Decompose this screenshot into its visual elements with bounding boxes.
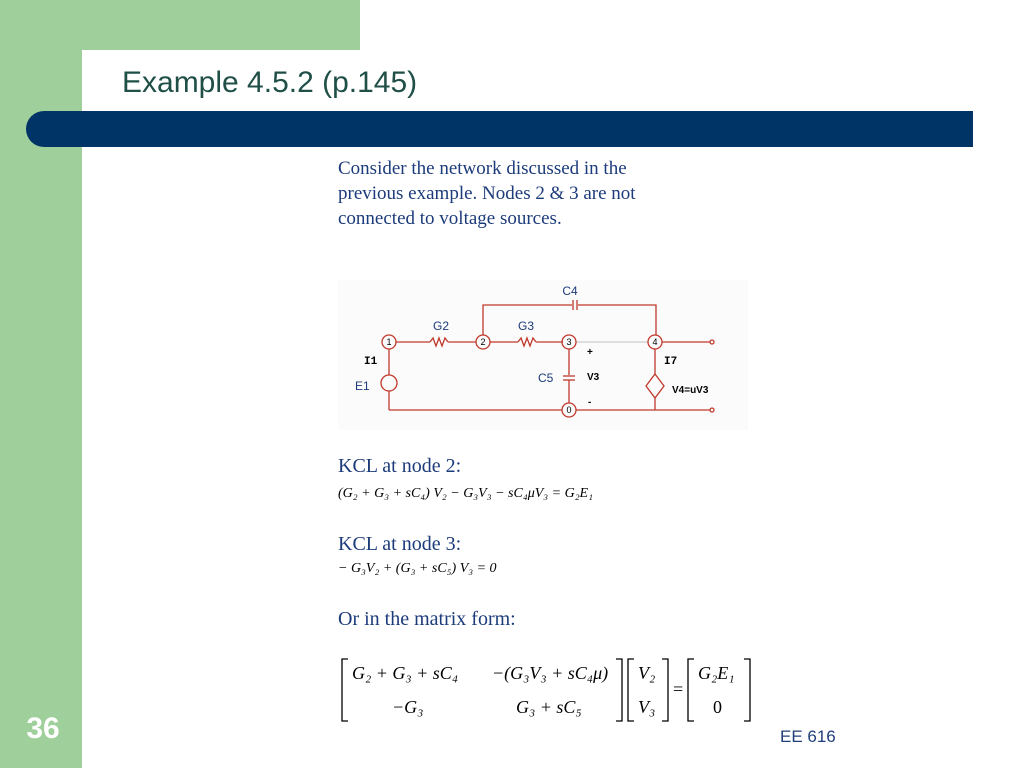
kcl2-heading: KCL at node 2:	[338, 455, 462, 477]
matrix-a22: G₃ + sC₅	[516, 697, 582, 717]
v3-label: V3	[587, 372, 600, 383]
node-2-label: 2	[480, 337, 486, 347]
matrix-equals: =	[673, 679, 684, 699]
c5-label: C5	[538, 371, 554, 385]
g2-label: G2	[433, 319, 450, 333]
circuit-diagram	[338, 280, 748, 430]
e1-source	[381, 375, 397, 391]
matrix-equation	[340, 655, 760, 725]
intro-text	[338, 156, 718, 231]
matrix-x1: V₂	[638, 663, 656, 683]
v3-minus: -	[588, 397, 592, 408]
intro-line-1: Consider the network discussed in the	[338, 158, 627, 179]
g3-label: G3	[518, 319, 535, 333]
e1-label: E1	[355, 379, 370, 393]
intro-line-2: previous example. Nodes 2 & 3 are not	[338, 183, 636, 204]
c4-label: C4	[562, 284, 578, 298]
matrix-a12: −(G₃V₃ + sC₄μ)	[492, 663, 609, 683]
node-4-label: 4	[652, 337, 658, 347]
matrix-x2: V₃	[638, 697, 656, 717]
node-1-label: 1	[386, 337, 392, 347]
node-3-label: 3	[566, 337, 572, 347]
kcl3-heading: KCL at node 3:	[338, 533, 462, 555]
slide-number: 36	[26, 712, 60, 745]
matrix-a21: −G₃	[392, 697, 424, 717]
wire-top-right	[578, 305, 656, 335]
v4-dependent-source	[646, 374, 664, 398]
g3-resistor	[518, 338, 536, 346]
terminal-bottom	[710, 408, 714, 412]
v3-plus: +	[587, 347, 593, 358]
top-green-band	[0, 0, 360, 50]
kcl3-equation: − G₃V₂ + (G₃ + sC₅) V₃ = 0	[338, 561, 497, 576]
intro-line-3: connected to voltage sources.	[338, 208, 562, 229]
matrix-b2: 0	[713, 697, 722, 717]
title-underline-bar	[26, 111, 973, 147]
circuit-schematic	[338, 280, 748, 430]
footer-course: EE 616	[780, 727, 836, 746]
terminal-top	[710, 340, 714, 344]
i1-label: I1	[364, 356, 378, 368]
i7-label: I7	[664, 356, 678, 368]
kcl2-equation: (G₂ + G₃ + sC₄) V₂ − G₃V₃ − sC₄μV₃ = G₂E₁	[338, 486, 593, 501]
slide-title: Example 4.5.2 (p.145)	[122, 66, 418, 99]
matrix-b1: G₂E₁	[698, 663, 735, 683]
node-0-label: 0	[566, 405, 572, 415]
matrix-heading: Or in the matrix form:	[338, 608, 516, 630]
v4-label: V4=uV3	[672, 385, 709, 396]
g2-resistor	[430, 338, 448, 346]
matrix-a11: G₂ + G₃ + sC₄	[352, 663, 459, 683]
